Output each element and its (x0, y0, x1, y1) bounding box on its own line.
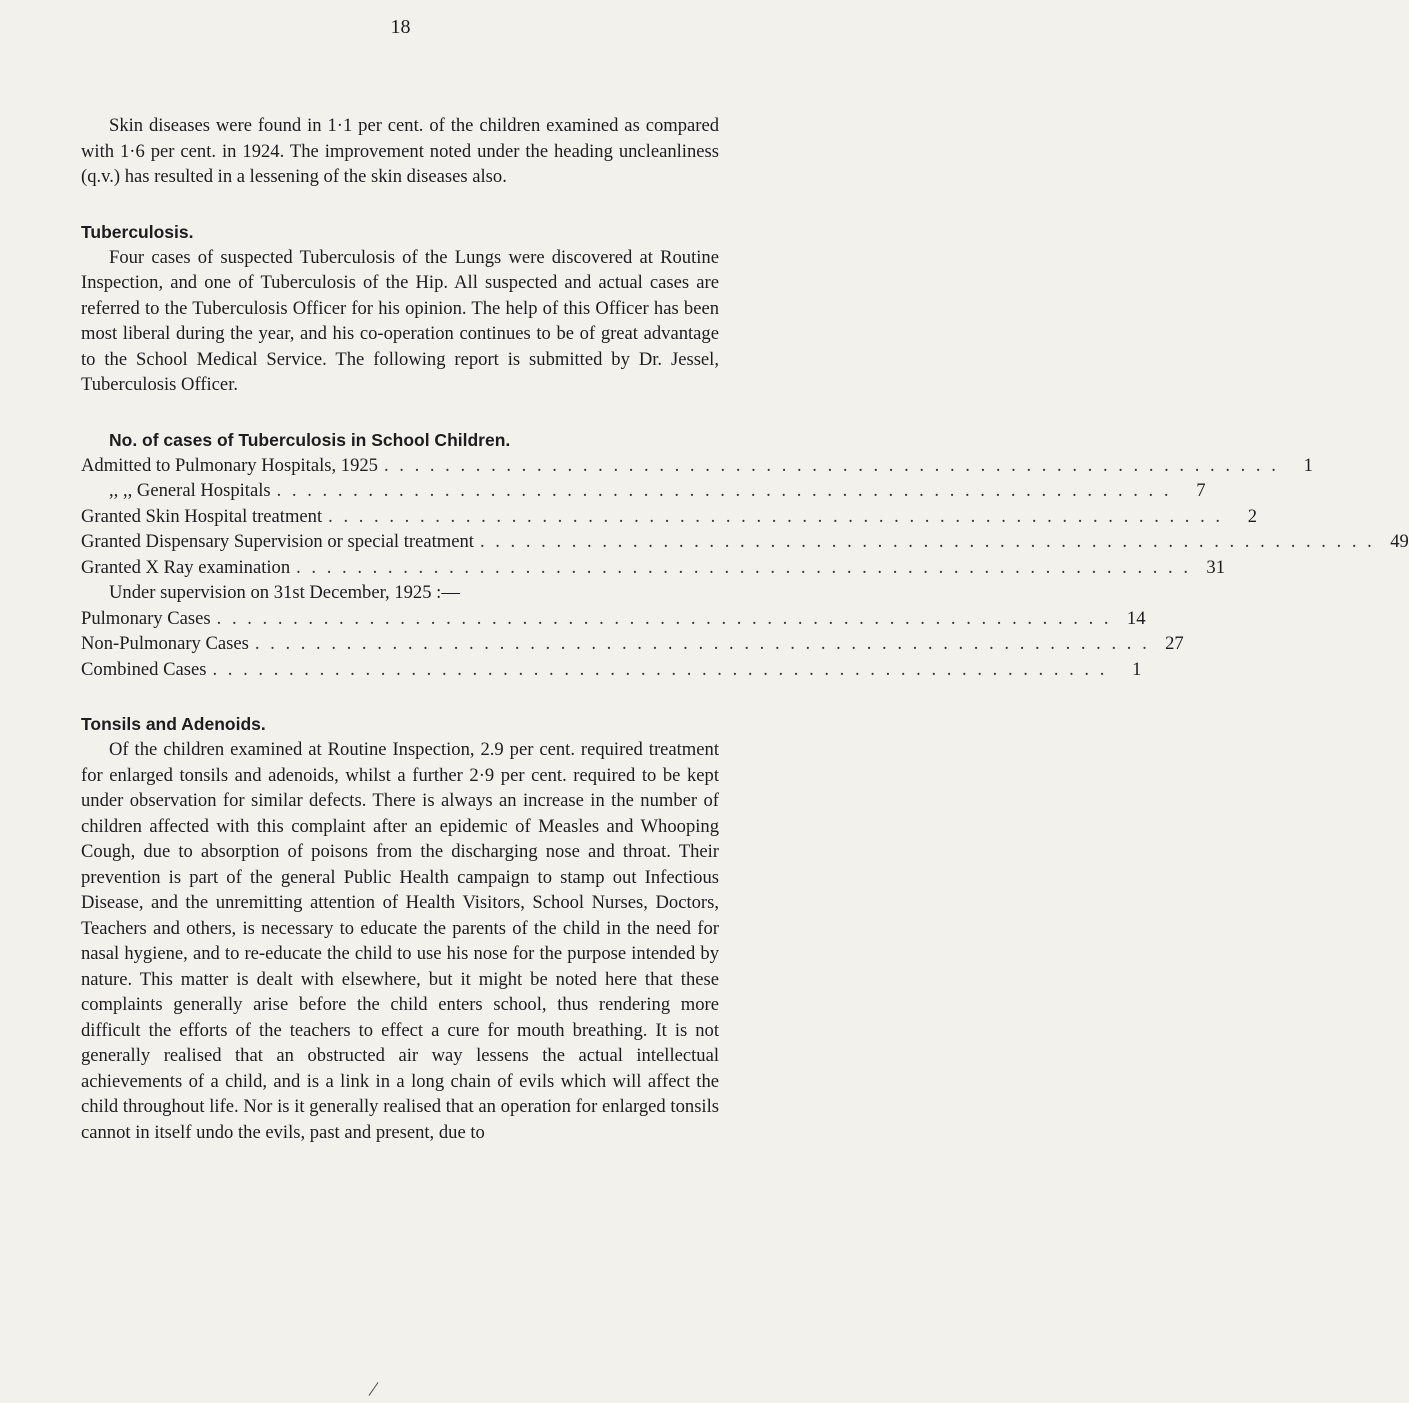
dot-leader: . . . . . . . . . . . . . . . . . . . . . . . . . . . . . . . . . . . . . . . . . . . . . . . . . . . . . . . . . . . (254, 633, 1150, 654)
tonsils-section (81, 712, 719, 1145)
row-label: ,, ,, General Hospitals (109, 480, 271, 501)
table-row (81, 504, 1258, 530)
pencil-mark (369, 1382, 379, 1396)
row-value: 31 (1206, 556, 1225, 578)
dot-leader: . . . . . . . . . . . . . . . . . . . . . . . . . . . . . . . . . . . . . . . . . . . . . . . . . . . . . . . . . . . (328, 505, 1224, 527)
table-row (81, 657, 1142, 683)
table-row (81, 478, 1206, 504)
row-label: Pulmonary Cases (81, 607, 211, 629)
row-value: 7 (1196, 480, 1206, 501)
tonsils-heading: Tonsils and Adenoids. (81, 714, 266, 734)
row-label: Non-Pulmonary Cases (81, 633, 249, 654)
row-value: 14 (1126, 607, 1146, 629)
skin-diseases-paragraph: Skin diseases were found in 1·1 per cent. of the children examined as compared with 1·6 per cent. in 1924. The improvement noted under the heading uncleanliness (q.v.) has resulted in a lessening of the skin diseases also. (81, 115, 719, 187)
row-label: Combined Cases (81, 658, 207, 680)
row-label: Granted Dispensary Supervision or special treatment (81, 531, 474, 552)
dot-leader: . . . . . . . . . . . . . . . . . . . . . . . . . . . . . . . . . . . . . . . . . . . . . . . . . . . . . . . . . . . (296, 556, 1191, 578)
row-value: 2 (1247, 505, 1258, 527)
row-value: 1 (1132, 658, 1142, 680)
dot-leader: . . . . . . . . . . . . . . . . . . . . . . . . . . . . . . . . . . . . . . . . . . . . . . . . . . . . . . . . . . . (216, 607, 1112, 629)
row-label: Granted Skin Hospital treatment (81, 505, 323, 527)
row-label: Under supervision on 31st December, 1925 :— (109, 582, 460, 603)
table-subheading-row (81, 580, 719, 606)
dot-leader: . . . . . . . . . . . . . . . . . . . . . . . . . . . . . . . . . . . . . . . . . . . . . . . . . . . . . . . . . . . (212, 658, 1108, 680)
table-row (81, 631, 1184, 657)
row-label: Admitted to Pulmonary Hospitals, 1925 (81, 454, 378, 476)
row-value: 27 (1165, 633, 1184, 654)
tuberculosis-section (81, 220, 719, 398)
skin-diseases-section (81, 113, 719, 190)
dot-leader: . . . . . . . . . . . . . . . . . . . . . . . . . . . . . . . . . . . . . . . . . . . . . . . . . . . . . . . . . . . (479, 531, 1375, 552)
table-row (81, 606, 1146, 632)
tuberculosis-paragraph: Four cases of suspected Tuberculosis of the Lungs were discovered at Routine Inspection, and one of Tuberculosis of the Hip. All suspected and actual cases are referred to the Tuberculosis Officer for his opinion. The help of this Officer has been most liberal during the year, and his co-operation continues to be of great advantage to the School Medical Service. The following report is submitted by Dr. Jessel, Tuberculosis Officer. (81, 246, 719, 395)
dot-leader: . . . . . . . . . . . . . . . . . . . . . . . . . . . . . . . . . . . . . . . . . . . . . . . . . . . . . . . . . . . (383, 454, 1279, 476)
row-value: 1 (1303, 454, 1313, 476)
tuberculosis-heading: Tuberculosis. (81, 221, 194, 242)
table-row (81, 529, 1409, 555)
tonsils-paragraph: Of the children examined at Routine Inspection, 2.9 per cent. required treatment for enlarged tonsils and adenoids, whilst a further 2·9 per cent. required to be kept under observation for similar defects. There is always an increase in the number of children affected with this complaint after an epidemic of Measles and Whooping Cough, due to absorption of poisons from the discharging nose and throat. Their prevention is part of the general Public Health campaign to stamp out Infectious Disease, and the unremitting attention of Health Visitors, School Nurses, Doctors, Teachers and others, is necessary to educate the parents of the child in the need for nasal hygiene, and to re-educate the child to use his nose for the purpose intended by nature. This matter is dealt with elsewhere, but it might be noted here that these complaints generally arise before the child enters school, thus rendering more difficult the efforts of the teachers to effect a cure for mouth breathing. It is not generally realised that an obstructed air way lessens the actual intellectual achievements of a child, and is a link in a long chain of evils which will affect the child throughout life. Nor is it generally realised that an operation for enlarged tonsils cannot in itself undo the evils, past and present, due to (81, 739, 719, 1143)
dot-leader: . . . . . . . . . . . . . . . . . . . . . . . . . . . . . . . . . . . . . . . . . . . . . . . . . . . . . . . . . . . (276, 480, 1172, 501)
table-row (81, 453, 1313, 479)
page-content (81, 113, 1409, 1175)
page-number: 18 (390, 16, 411, 38)
row-label: Granted X Ray examination (81, 556, 291, 578)
row-value: 49 (1390, 531, 1409, 552)
tuberculosis-table-title: No. of cases of Tuberculosis in School Children. (109, 429, 511, 450)
table-row (81, 555, 1225, 581)
tuberculosis-table (81, 428, 1409, 683)
